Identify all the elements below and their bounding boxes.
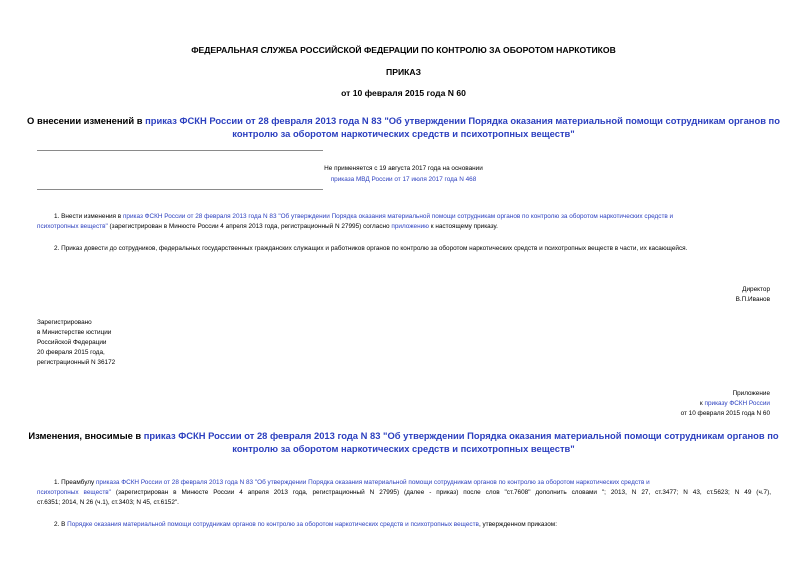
status-divider-top	[37, 150, 323, 151]
appendix-block	[560, 389, 770, 419]
change-2	[54, 520, 774, 530]
status-divider-bottom	[37, 189, 323, 190]
title-prefix: О внесении изменений в	[27, 115, 146, 126]
changes-title-prefix: Изменения, вносимые в	[28, 430, 144, 441]
agency-name: ФЕДЕРАЛЬНАЯ СЛУЖБА РОССИЙСКОЙ ФЕДЕРАЦИИ ПО КОНТРОЛЮ ЗА ОБОРОТОМ НАРКОТИКОВ	[191, 45, 616, 55]
status-link[interactable]: приказа МВД России от 17 июля 2017 года N 468	[330, 176, 477, 183]
change-1	[37, 478, 771, 488]
c1-text-b: (зарегистрирован в Минюсте России 4 апреля 2013 года, регистрационный N 27995) (далее - приказ) после слов "ст.7608" дополнить словами "; 2013, N 27, ст.3477; N 43, ст.5623; N 49 (ч.7),	[110, 489, 772, 496]
appendix-order-link[interactable]: приказу ФСКН России	[704, 400, 770, 407]
changes-title-link[interactable]: приказ ФСКН России от 28 февраля 2013 года N 83 "Об утверждении Порядка оказания материальной помощи сотрудникам органов по	[143, 430, 779, 441]
registration-line: в Министерстве юстиции	[37, 329, 112, 336]
paragraph-1	[37, 212, 771, 222]
signature-position: Директор	[742, 286, 770, 293]
doc-date: от 10 февраля 2015 года N 60	[341, 88, 466, 98]
registration-line: 20 февраля 2015 года,	[37, 349, 105, 356]
changes-title	[0, 429, 807, 455]
doc-title	[0, 114, 807, 140]
c1-text-a: 1. Преамбулу	[54, 479, 96, 486]
signature-name: В.П.Иванов	[735, 296, 770, 303]
p1-text-c: к настоящему приказу.	[428, 223, 498, 230]
appendix-line3: от 10 февраля 2015 года N 60	[680, 410, 770, 417]
change-1-cont	[37, 488, 771, 498]
c2-text-b: , утвержденном приказом:	[478, 521, 557, 528]
title-link[interactable]: приказ ФСКН России от 28 февраля 2013 года N 83 "Об утверждении Порядка оказания материальной помощи сотрудникам органов по	[145, 115, 780, 126]
doc-type: ПРИКАЗ	[386, 67, 421, 77]
p1-text-b: (зарегистрирован в Минюсте России 4 апреля 2013 года, регистрационный N 27995) согласно	[107, 223, 392, 230]
paragraph-2: 2. Приказ довести до сотрудников, федеральных государственных гражданских служащих и работников органов по контролю за оборотом наркотических средств и психотропных веществ в части, их касающейся.	[54, 245, 688, 252]
registration-line: Зарегистрировано	[37, 319, 92, 326]
registration-line: Российской Федерации	[37, 339, 107, 346]
c1-order-link[interactable]: приказа ФСКН России от 28 февраля 2013 года N 83 "Об утверждении Порядка оказания материальной помощи сотрудникам органов по контролю за оборотом наркотических средств и	[95, 479, 650, 486]
title-link-line2[interactable]: контролю за оборотом наркотических средств и психотропных веществ"	[232, 128, 575, 139]
appendix-line2	[560, 399, 770, 409]
changes-title-link-line2[interactable]: контролю за оборотом наркотических средств и психотропных веществ"	[232, 443, 575, 454]
appendix-to: к	[699, 400, 705, 407]
c1-order-link-cont[interactable]: психотропных веществ"	[37, 489, 111, 496]
p1-text-a: 1. Внести изменения в	[54, 213, 123, 220]
registration-block	[37, 318, 115, 368]
registration-line: регистрационный N 36172	[37, 359, 116, 366]
p1-order-link-cont[interactable]: психотропных веществ"	[37, 223, 108, 230]
status-line: Не применяется с 19 августа 2017 года на основании	[324, 165, 483, 172]
p1-appendix-link[interactable]: приложению	[391, 223, 429, 230]
c2-procedure-link[interactable]: Порядке оказания материальной помощи сотрудникам органов по контролю за оборотом наркотических средств и психотропных веществ	[67, 521, 479, 528]
c2-text-a: 2. В	[54, 521, 68, 528]
paragraph-1-cont	[37, 222, 771, 232]
change-1-line3: ст.6351; 2014, N 26 (ч.1), ст.3403; N 45, ст.6152".	[37, 499, 179, 506]
p1-order-link[interactable]: приказ ФСКН России от 28 февраля 2013 года N 83 "Об утверждении Порядка оказания материальной помощи сотрудникам органов по контролю за оборотом наркотических средств и	[122, 213, 674, 220]
appendix-line1: Приложение	[732, 390, 770, 397]
